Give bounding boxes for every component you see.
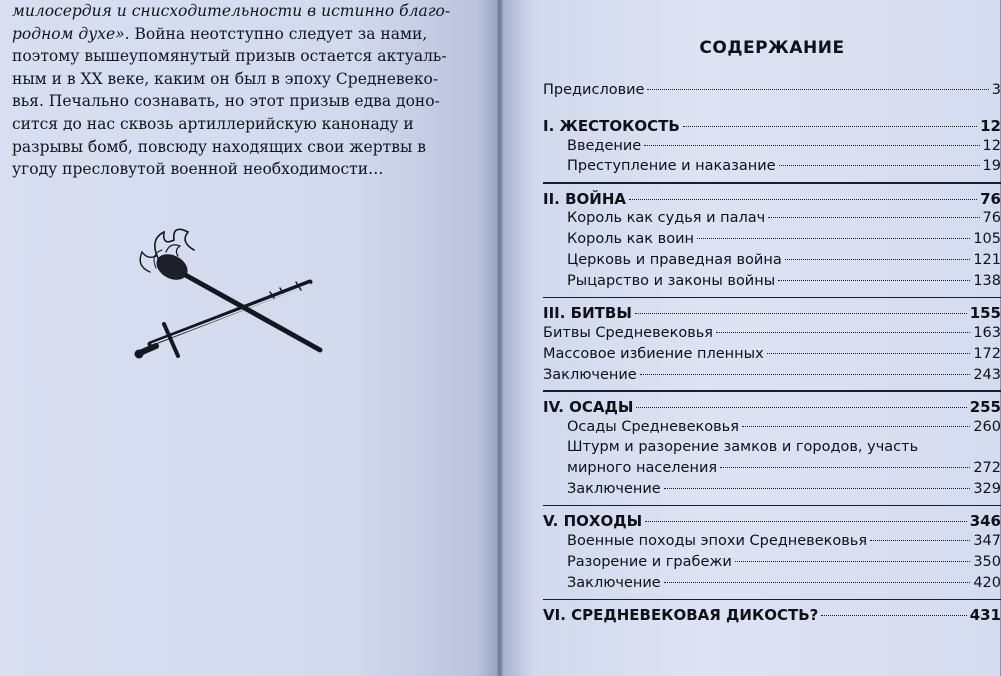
- left-page: [0, 0, 497, 676]
- left-page-text: [12, 0, 472, 181]
- section-divider: [543, 297, 1001, 299]
- toc-entry: Введение 12: [567, 137, 1001, 154]
- toc-entry: мирного населения 272: [567, 460, 1001, 477]
- text-line: родном духе».: [12, 24, 130, 43]
- toc-entry: Король как воин 105: [567, 231, 1001, 248]
- section-divider: [543, 182, 1001, 184]
- right-page: [503, 0, 1000, 676]
- toc-entry: Осады Средневековья 260: [567, 418, 1001, 435]
- text-line: милосердия и снисходительности в истинно благо-: [12, 2, 451, 20]
- section-divider: [543, 599, 1001, 601]
- toc-entry: Массовое избиение пленных 172: [543, 345, 1001, 362]
- section-divider: [543, 390, 1001, 392]
- torch-and-sword-illustration: [120, 232, 340, 372]
- toc-section-2: II. ВОЙНА 76: [543, 189, 1001, 208]
- toc-entry: Заключение 420: [567, 574, 1001, 591]
- toc-entry: Церковь и праведная война 121: [567, 252, 1001, 269]
- text-line-rest: Война неотступно следует за нами,: [129, 24, 428, 43]
- text-line: сится до нас сквозь артиллерийскую канонаду и: [12, 114, 414, 133]
- text-line: поэтому вышеупомянутый призыв остается актуаль-: [12, 47, 447, 66]
- toc-entry: Заключение 243: [543, 366, 1001, 383]
- toc-section-1: I. ЖЕСТОКОСТЬ 12: [543, 116, 1001, 135]
- toc-entry: Разорение и грабежи 350: [567, 553, 1001, 570]
- toc-entry: Король как судья и палач 76: [567, 210, 1001, 227]
- toc-section-5: V. ПОХОДЫ 346: [543, 512, 1001, 531]
- toc-entry-line1: Штурм и разорение замков и городов, участь: [567, 439, 919, 456]
- toc-entry: Рыцарство и законы войны 138: [567, 272, 1001, 289]
- toc-entry-preface: Предисловие 3: [543, 82, 1001, 98]
- toc-section-6: VI. СРЕДНЕВЕКОВАЯ ДИКОСТЬ? 431: [543, 606, 1001, 625]
- table-of-contents: [543, 32, 1001, 627]
- toc-entry: Военные походы эпохи Средневековья 347: [567, 533, 1001, 550]
- leader-dots: [647, 89, 988, 90]
- toc-title: СОДЕРЖАНИЕ: [699, 38, 845, 58]
- toc-section-3: III. БИТВЫ 155: [543, 304, 1001, 323]
- toc-section-4: IV. ОСАДЫ 255: [543, 397, 1001, 416]
- text-line: угоду пресловутой военной необходимости…: [12, 160, 384, 179]
- toc-entry: Битвы Средневековья 163: [543, 324, 1001, 341]
- section-divider: [543, 505, 1001, 507]
- text-line: разрывы бомб, повсюду находящих свои жертвы в: [12, 137, 426, 156]
- toc-entry: Преступление и наказание 19: [567, 158, 1001, 175]
- text-line: ным и в XX веке, каким он был в эпоху Средневеко-: [12, 69, 439, 88]
- text-line: вья. Печально сознавать, но этот призыв едва доно-: [12, 92, 440, 111]
- toc-entry: Заключение 329: [567, 481, 1001, 498]
